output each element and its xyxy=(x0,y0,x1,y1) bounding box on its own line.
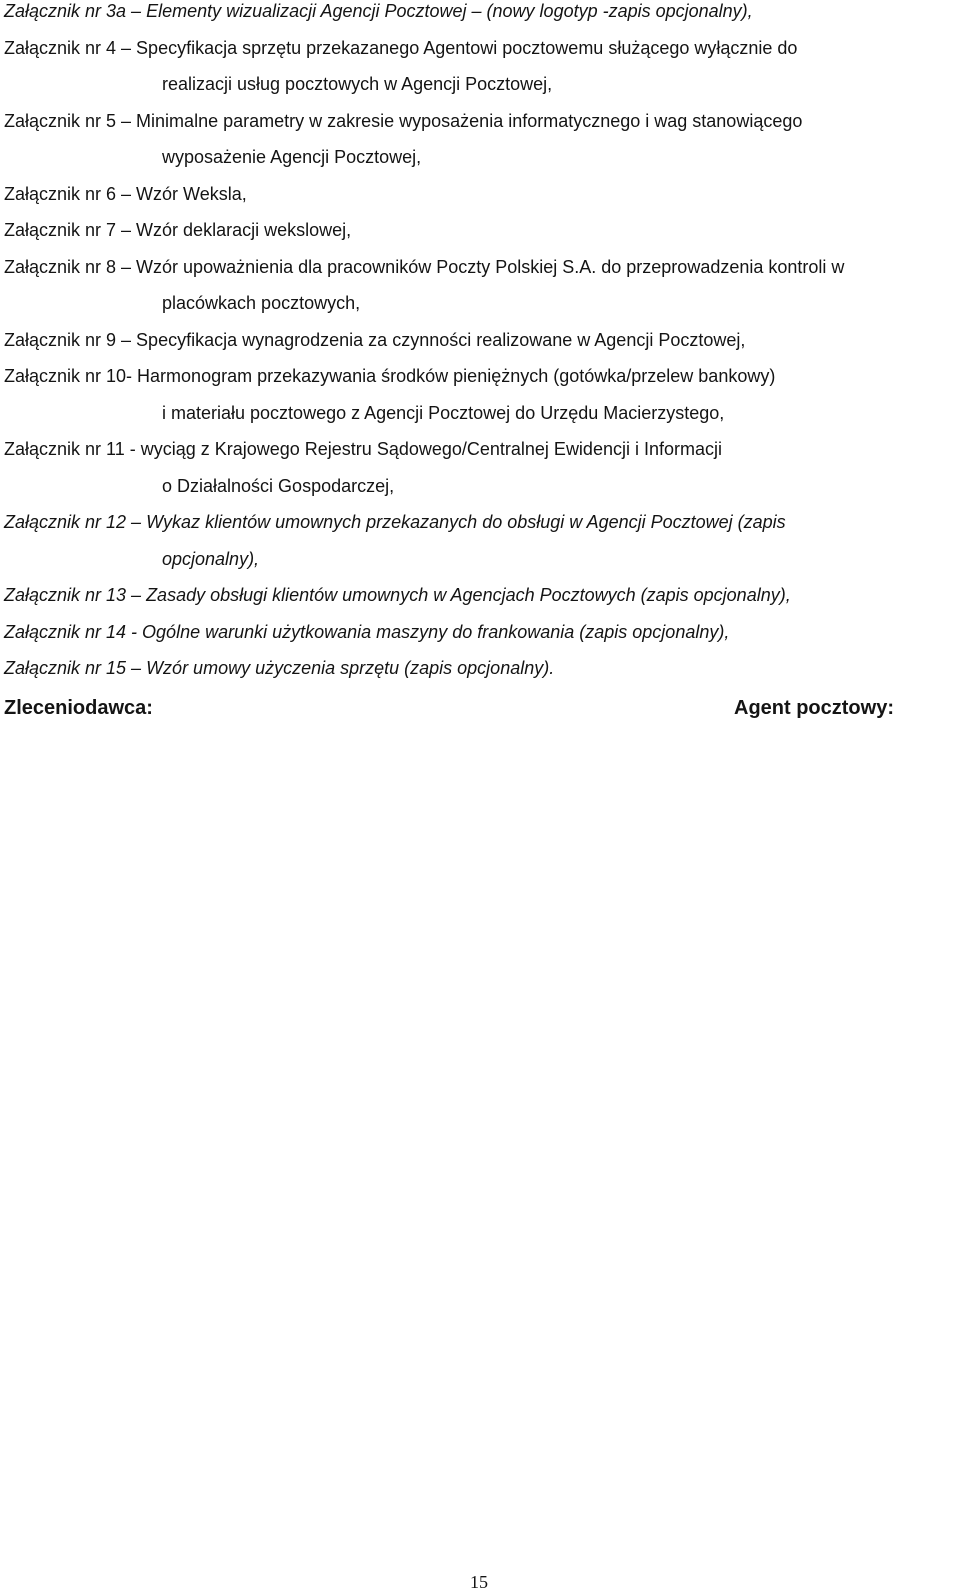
attachment-item: Załącznik nr 15 – Wzór umowy użyczenia sprzętu (zapis opcjonalny). xyxy=(4,658,555,678)
attachment-item-continuation: opcjonalny), xyxy=(162,549,260,569)
attachment-item-continuation: placówkach pocztowych, xyxy=(162,293,361,313)
attachment-item: Załącznik nr 12 – Wykaz klientów umownych przekazanych do obsługi w Agencji Pocztowej (zapis xyxy=(4,512,786,532)
attachment-item-continuation: o Działalności Gospodarczej, xyxy=(162,476,395,496)
attachment-item-continuation: i materiału pocztowego z Agencji Pocztowej do Urzędu Macierzystego, xyxy=(162,403,725,423)
attachment-item: Załącznik nr 9 – Specyfikacja wynagrodzenia za czynności realizowane w Agencji Pocztowej, xyxy=(4,330,746,350)
attachment-item: Załącznik nr 7 – Wzór deklaracji wekslowej, xyxy=(4,220,352,240)
signature-label-agent: Agent pocztowy: xyxy=(734,697,894,719)
attachment-item: Załącznik nr 8 – Wzór upoważnienia dla pracowników Poczty Polskiej S.A. do przeprowadzenia kontroli w xyxy=(4,257,845,277)
attachment-item: Załącznik nr 6 – Wzór Weksla, xyxy=(4,184,247,204)
attachment-item: Załącznik nr 10- Harmonogram przekazywania środków pieniężnych (gotówka/przelew bankowy) xyxy=(4,366,776,386)
attachment-item: Załącznik nr 3a – Elementy wizualizacji Agencji Pocztowej – (nowy logotyp -zapis opcjonalny), xyxy=(4,1,753,21)
signature-label-principal: Zleceniodawca: xyxy=(4,697,153,719)
attachment-item: Załącznik nr 11 - wyciąg z Krajowego Rejestru Sądowego/Centralnej Ewidencji i Informacji xyxy=(4,439,722,459)
page-number: 15 xyxy=(470,1572,488,1592)
attachment-item-continuation: realizacji usług pocztowych w Agencji Pocztowej, xyxy=(162,74,553,94)
attachment-item: Załącznik nr 4 – Specyfikacja sprzętu przekazanego Agentowi pocztowemu służącego wyłącznie do xyxy=(4,38,798,58)
attachment-item-continuation: wyposażenie Agencji Pocztowej, xyxy=(162,147,422,167)
attachment-item: Załącznik nr 5 – Minimalne parametry w zakresie wyposażenia informatycznego i wag stanowiącego xyxy=(4,111,803,131)
attachment-item: Załącznik nr 13 – Zasady obsługi klientów umownych w Agencjach Pocztowych (zapis opcjonalny), xyxy=(4,585,791,605)
attachment-item: Załącznik nr 14 - Ogólne warunki użytkowania maszyny do frankowania (zapis opcjonalny), xyxy=(4,622,730,642)
